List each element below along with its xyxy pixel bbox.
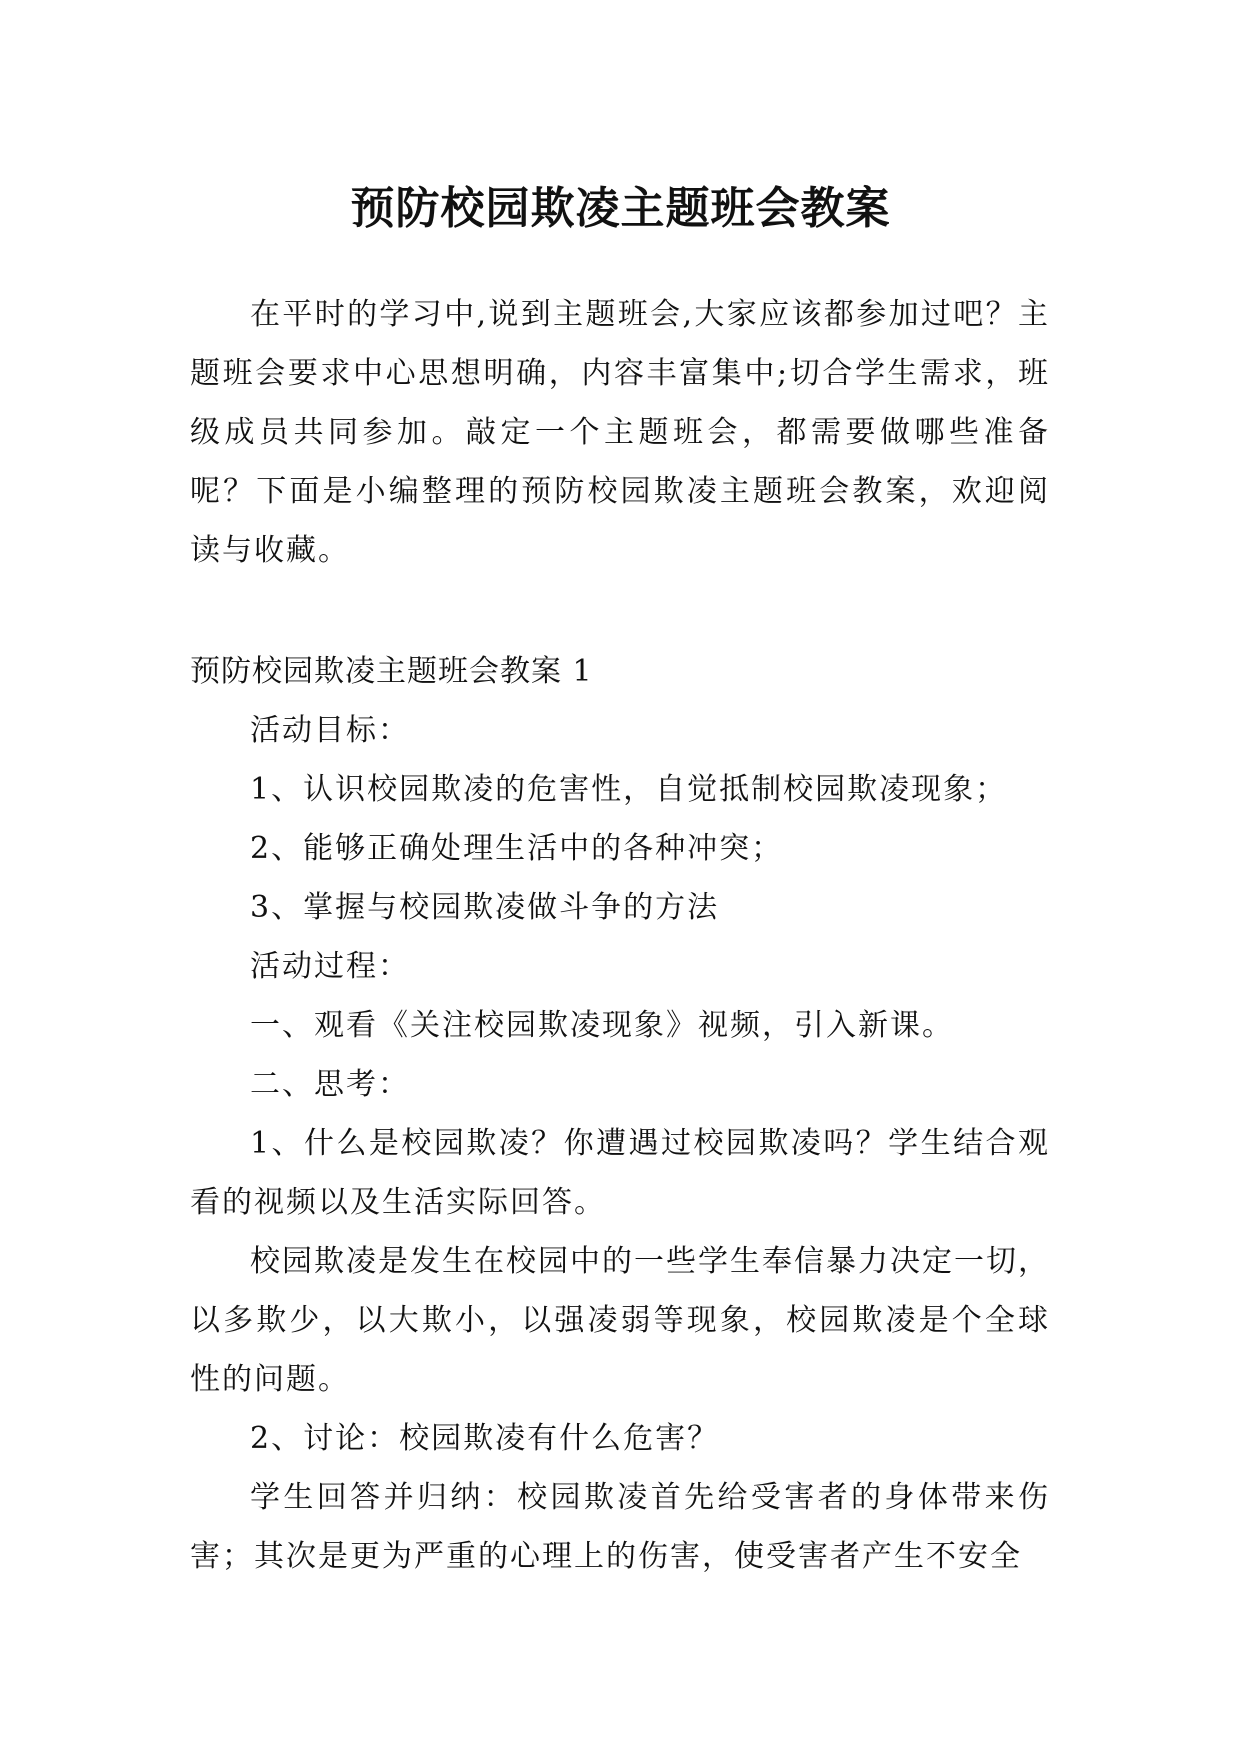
objective-item-3: 3、掌握与校园欺凌做斗争的方法 — [250, 890, 720, 925]
objectives-heading: 活动目标： — [250, 713, 410, 748]
intro-paragraph: 在平时的学习中,说到主题班会,大家应该都参加过吧？主题班会要求中心思想明确，内容丰富集中;切合学生需求，班级成员共同参加。敲定一个主题班会，都需要做哪些准备呢？下面是小编整理的预防校园欺凌主题班会教案，欢迎阅读与收藏。 — [190, 297, 1050, 568]
answer-paragraph: 学生回答并归纳：校园欺凌首先给受害者的身体带来伤害；其次是更为严重的心理上的伤害，使受害者产生不安全 — [190, 1480, 1050, 1574]
process-heading: 活动过程： — [250, 949, 410, 984]
document-title: 预防校园欺凌主题班会教案 — [350, 183, 891, 235]
section-heading: 预防校园欺凌主题班会教案 1 — [190, 654, 593, 689]
objective-item-1: 1、认识校园欺凌的危害性，自觉抵制校园欺凌现象； — [250, 772, 1008, 807]
process-step-1: 一、观看《关注校园欺凌现象》视频，引入新课。 — [250, 1008, 954, 1043]
objective-item-2: 2、能够正确处理生活中的各种冲突； — [250, 831, 784, 866]
process-step-2: 二、思考： — [250, 1067, 410, 1102]
definition-paragraph: 校园欺凌是发生在校园中的一些学生奉信暴力决定一切，以多欺少，以大欺小，以强凌弱等现象，校园欺凌是个全球性的问题。 — [190, 1244, 1050, 1397]
question-1: 1、什么是校园欺凌？你遭遇过校园欺凌吗？学生结合观看的视频以及生活实际回答。 — [190, 1126, 1050, 1220]
question-2: 2、讨论：校园欺凌有什么危害？ — [250, 1421, 720, 1456]
document-body — [190, 285, 1050, 1586]
